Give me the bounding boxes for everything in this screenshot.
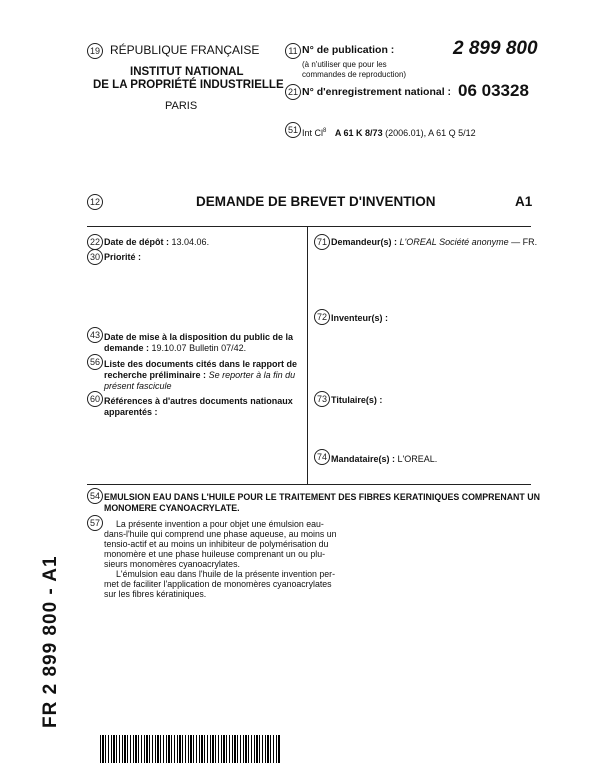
code-30: 30: [87, 249, 103, 265]
publication-date-label-line1: Date de mise à la disposition du public de la: [104, 332, 294, 342]
int-cl-rest: (2006.01), A 61 Q 5/12: [385, 128, 476, 138]
abstract-line: La présente invention a pour objet une émulsion eau-: [116, 519, 324, 529]
abstract: [104, 519, 337, 599]
int-cl-line: [302, 126, 476, 139]
related-documents-label-line1: Références à d'autres documents nationaux: [104, 396, 293, 406]
code-51: 51: [285, 122, 301, 138]
office-name-line1: INSTITUT NATIONAL: [130, 66, 244, 78]
applicant-label: Demandeur(s) :: [331, 237, 398, 247]
int-cl-main: A 61 K 8/73: [334, 128, 383, 138]
invention-title-line1: EMULSION EAU DANS L'HUILE POUR LE TRAITEMENT DES FIBRES KERATINIQUES COMPRENANT UN: [104, 492, 540, 502]
code-11: 11: [285, 43, 301, 59]
inventor-label: Inventeur(s) :: [331, 313, 389, 323]
publication-number-label: N° de publication :: [302, 44, 395, 56]
registration-number-label: N° d'enregistrement national :: [302, 86, 452, 98]
abstract-line: monomère et une phase huileuse comprenant un ou plu-: [104, 549, 326, 559]
code-43: 43: [87, 327, 103, 343]
abstract-line: sur les fibres kératiniques.: [104, 589, 207, 599]
code-12: 12: [87, 194, 103, 210]
abstract-line: sieurs monomères cyanoacrylates.: [104, 559, 240, 569]
int-cl-label: Int Cl: [302, 128, 324, 138]
cited-documents-value-line2: présent fascicule: [104, 381, 172, 391]
barcode-image: [100, 735, 280, 763]
agent-value: L'OREAL.: [397, 454, 438, 464]
cited-documents-value-line1: Se reporter à la fin du: [208, 370, 296, 380]
code-73: 73: [314, 391, 330, 407]
code-72: 72: [314, 309, 330, 325]
cited-documents-label-line2: recherche préliminaire :: [104, 370, 207, 380]
invention-title-line2: MONOMERE CYANOACRYLATE.: [104, 503, 240, 513]
holder-label: Titulaire(s) :: [331, 395, 383, 405]
invention-title: [104, 492, 544, 514]
code-19: 19: [87, 43, 103, 59]
abstract-line: tensio-actif et au moins un inhibiteur de polymérisation du: [104, 539, 329, 549]
related-documents: [104, 396, 304, 418]
agent: [331, 454, 437, 465]
publication-number: 2 899 800: [453, 38, 538, 59]
code-21: 21: [285, 84, 301, 100]
registration-number: 06 03328: [458, 81, 529, 100]
code-74: 74: [314, 449, 330, 465]
publication-note-line2: commandes de reproduction): [302, 70, 407, 79]
publication-note-line1: (à n'utiliser que pour les: [302, 60, 387, 69]
office-city: PARIS: [165, 100, 198, 112]
cited-documents: [104, 359, 304, 392]
code-56: 56: [87, 354, 103, 370]
side-publication-label: FR 2 899 800 - A1: [40, 555, 61, 728]
abstract-line: dans-l'huile qui comprend une phase aqueuse, au moins un: [104, 529, 337, 539]
publication-date-label-line2: demande :: [104, 343, 150, 353]
frame-bottom-rule: [87, 484, 531, 485]
document-title: DEMANDE DE BREVET D'INVENTION: [196, 194, 436, 209]
related-documents-label-line2: apparentés :: [104, 407, 158, 417]
int-cl-edition: 8: [323, 128, 327, 134]
code-71: 71: [314, 234, 330, 250]
deposit-date-value: 13.04.06.: [171, 237, 210, 247]
country-name: RÉPUBLIQUE FRANÇAISE: [110, 43, 260, 57]
deposit-date: [104, 237, 209, 248]
code-60: 60: [87, 391, 103, 407]
deposit-date-label: Date de dépôt :: [104, 237, 170, 247]
abstract-line: met de faciliter l'application de monomères cyanoacrylates: [104, 579, 332, 589]
publication-date-value: 19.10.07 Bulletin 07/42.: [151, 343, 247, 353]
frame-top-rule: [87, 226, 531, 227]
code-57: 57: [87, 515, 103, 531]
applicant-value: L'OREAL Société anonyme: [399, 237, 509, 247]
office-name-line2: DE LA PROPRIÉTÉ INDUSTRIELLE: [93, 79, 284, 91]
document-kind: A1: [515, 194, 533, 209]
agent-label: Mandataire(s) :: [331, 454, 396, 464]
cited-documents-label-line1: Liste des documents cités dans le rapport de: [104, 359, 298, 369]
priority-label: Priorité :: [104, 252, 142, 262]
code-54: 54: [87, 488, 103, 504]
applicant-suffix: — FR.: [511, 237, 538, 247]
frame-divider: [307, 226, 308, 484]
code-22: 22: [87, 234, 103, 250]
abstract-line: L'émulsion eau dans l'huile de la présente invention per-: [116, 569, 336, 579]
publication-date: [104, 332, 304, 354]
applicant: [331, 237, 537, 248]
